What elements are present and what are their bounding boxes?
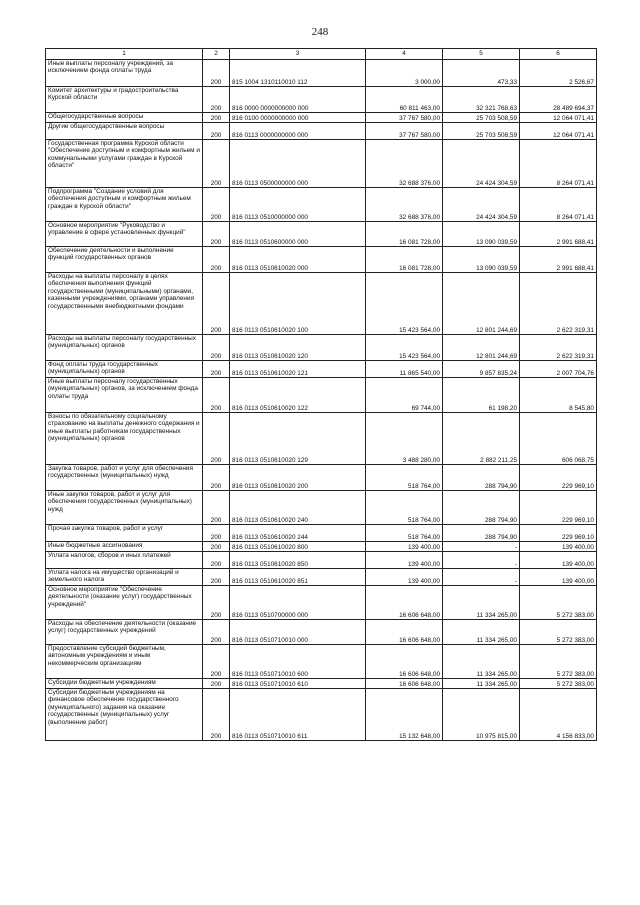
table-row: [46, 60, 597, 87]
column-header: 5: [443, 49, 520, 60]
row-executed-cell: 11 334 265,00: [443, 679, 520, 689]
row-unexecuted-cell: 2 622 319,31: [520, 335, 597, 361]
row-unexecuted-cell: 12 064 071,41: [520, 123, 597, 140]
row-budget-code-cell: 816 0113 0510000000 000: [230, 188, 366, 222]
row-approved-cell: 139 400,00: [366, 542, 443, 552]
row-executed-cell: -: [443, 569, 520, 586]
row-budget-code-cell: 816 0000 0000000000 000: [230, 87, 366, 113]
table-row: [46, 335, 597, 361]
row-approved-cell: 11 865 540,00: [366, 361, 443, 378]
table-row: [46, 123, 597, 140]
row-name-cell: Прочая закупка товаров, работ и услуг: [46, 525, 203, 542]
row-line-code-cell: 200: [203, 378, 230, 413]
row-line-code-cell: 200: [203, 569, 230, 586]
row-approved-cell: 69 744,00: [366, 378, 443, 413]
row-unexecuted-cell: 2 991 688,41: [520, 247, 597, 273]
table-row: [46, 645, 597, 679]
row-budget-code-cell: 816 0113 0510710010 000: [230, 620, 366, 645]
row-approved-cell: 16 081 728,00: [366, 247, 443, 273]
row-line-code-cell: 200: [203, 87, 230, 113]
table-row: [46, 378, 597, 413]
row-budget-code-cell: 816 0113 0510710010 611: [230, 689, 366, 741]
row-approved-cell: 16 606 648,00: [366, 586, 443, 620]
table-row: [46, 140, 597, 188]
row-name-cell: Государственная программа Курской области "Обеспечение доступным и комфортным жильем и коммунальными услугами граждан в Курской области": [46, 140, 203, 188]
row-approved-cell: 139 400,00: [366, 552, 443, 569]
column-header: 3: [230, 49, 366, 60]
row-executed-cell: 32 321 768,63: [443, 87, 520, 113]
row-line-code-cell: 200: [203, 361, 230, 378]
row-line-code-cell: 200: [203, 335, 230, 361]
row-unexecuted-cell: 5 272 383,00: [520, 679, 597, 689]
column-header: 6: [520, 49, 597, 60]
row-budget-code-cell: 816 0113 0510610020 120: [230, 335, 366, 361]
table-row: [46, 87, 597, 113]
row-budget-code-cell: 816 0113 0000000000 000: [230, 123, 366, 140]
row-line-code-cell: 200: [203, 542, 230, 552]
row-executed-cell: -: [443, 552, 520, 569]
row-line-code-cell: 200: [203, 586, 230, 620]
row-budget-code-cell: 816 0113 0510610020 850: [230, 552, 366, 569]
row-name-cell: Подпрограмма "Создание условий для обеспечения доступным и комфортным жильем граждан в Курской области": [46, 188, 203, 222]
row-name-cell: Закупка товаров, работ и услуг для обеспечения государственных (муниципальных) нужд: [46, 465, 203, 491]
row-approved-cell: 139 400,00: [366, 569, 443, 586]
row-executed-cell: -: [443, 542, 520, 552]
table-row: [46, 679, 597, 689]
row-executed-cell: 12 801 244,69: [443, 335, 520, 361]
row-name-cell: Расходы на выплаты персоналу государственных (муниципальных) органов: [46, 335, 203, 361]
row-unexecuted-cell: 4 156 833,00: [520, 689, 597, 741]
table-row: [46, 273, 597, 335]
row-executed-cell: 11 334 265,00: [443, 586, 520, 620]
row-unexecuted-cell: 5 272 383,00: [520, 586, 597, 620]
row-unexecuted-cell: 8 545,80: [520, 378, 597, 413]
row-unexecuted-cell: 12 064 071,41: [520, 113, 597, 123]
row-budget-code-cell: 816 0113 0500000000 000: [230, 140, 366, 188]
row-line-code-cell: 200: [203, 620, 230, 645]
row-name-cell: Субсидии бюджетным учреждениям на финансовое обеспечение государственного (муниципального) задания на оказание государственных (муниципальных) услуг (выполнение работ): [46, 689, 203, 741]
row-approved-cell: 518 764,00: [366, 465, 443, 491]
table-row: [46, 222, 597, 247]
row-unexecuted-cell: 229 969,10: [520, 525, 597, 542]
row-executed-cell: 10 975 815,00: [443, 689, 520, 741]
row-approved-cell: 3 000,00: [366, 60, 443, 87]
row-approved-cell: 37 767 580,00: [366, 113, 443, 123]
row-unexecuted-cell: 2 622 319,31: [520, 273, 597, 335]
row-executed-cell: 13 090 039,59: [443, 247, 520, 273]
row-budget-code-cell: 816 0113 0510610020 000: [230, 247, 366, 273]
row-executed-cell: 61 198,20: [443, 378, 520, 413]
table-header-row: [46, 49, 597, 60]
row-budget-code-cell: 816 0100 0000000000 000: [230, 113, 366, 123]
table-row: [46, 620, 597, 645]
row-name-cell: Основное мероприятие "Обеспечение деятельности (оказание услуг) государственных учреждений": [46, 586, 203, 620]
row-line-code-cell: 200: [203, 689, 230, 741]
row-unexecuted-cell: 2 007 704,76: [520, 361, 597, 378]
row-budget-code-cell: 816 0113 0510610020 200: [230, 465, 366, 491]
row-approved-cell: 518 764,00: [366, 525, 443, 542]
row-line-code-cell: 200: [203, 140, 230, 188]
budget-table: [45, 48, 597, 741]
row-name-cell: Основное мероприятие "Руководство и управление в сфере установленных функций": [46, 222, 203, 247]
row-unexecuted-cell: 606 068,75: [520, 413, 597, 465]
row-budget-code-cell: 816 0113 0510700000 000: [230, 586, 366, 620]
row-budget-code-cell: 816 0113 0510610020 800: [230, 542, 366, 552]
row-budget-code-cell: 816 0113 0510610020 121: [230, 361, 366, 378]
row-name-cell: Предоставление субсидий бюджетным, автономным учреждениям и иным некоммерческим организациям: [46, 645, 203, 679]
row-approved-cell: 518 764,00: [366, 491, 443, 525]
row-line-code-cell: 200: [203, 247, 230, 273]
row-unexecuted-cell: 2 991 688,41: [520, 222, 597, 247]
row-budget-code-cell: 816 0113 0510610020 129: [230, 413, 366, 465]
table-row: [46, 689, 597, 741]
row-unexecuted-cell: 5 272 383,00: [520, 645, 597, 679]
table-row: [46, 247, 597, 273]
row-executed-cell: 288 794,90: [443, 525, 520, 542]
row-unexecuted-cell: 8 264 071,41: [520, 140, 597, 188]
table-row: [46, 465, 597, 491]
row-executed-cell: 11 334 265,00: [443, 645, 520, 679]
row-name-cell: Фонд оплаты труда государственных (муниципальных) органов: [46, 361, 203, 378]
row-name-cell: Комитет архитектуры и градостроительства Курской области: [46, 87, 203, 113]
row-unexecuted-cell: 229 969,10: [520, 491, 597, 525]
table-row: [46, 188, 597, 222]
row-name-cell: Расходы на выплаты персоналу в целях обеспечения выполнения функций государственными (муниципальными) органами, казенными учреждениями, органами управления государственными внебюджетными фондами: [46, 273, 203, 335]
row-line-code-cell: 200: [203, 413, 230, 465]
row-line-code-cell: 200: [203, 645, 230, 679]
row-unexecuted-cell: 139 400,00: [520, 552, 597, 569]
row-executed-cell: 288 794,90: [443, 465, 520, 491]
row-budget-code-cell: 816 0113 0510610020 100: [230, 273, 366, 335]
row-unexecuted-cell: 229 969,10: [520, 465, 597, 491]
row-name-cell: Расходы на обеспечение деятельности (оказание услуг) государственных учреждений: [46, 620, 203, 645]
row-name-cell: Общегосударственные вопросы: [46, 113, 203, 123]
table-body: [46, 60, 597, 741]
table-row: [46, 413, 597, 465]
row-approved-cell: 16 606 648,00: [366, 645, 443, 679]
table-row: [46, 525, 597, 542]
row-approved-cell: 16 606 648,00: [366, 679, 443, 689]
row-unexecuted-cell: 28 489 694,37: [520, 87, 597, 113]
row-executed-cell: 25 703 508,59: [443, 113, 520, 123]
row-executed-cell: 24 424 304,59: [443, 188, 520, 222]
row-budget-code-cell: 815 1004 1310110010 112: [230, 60, 366, 87]
row-executed-cell: 25 703 508,59: [443, 123, 520, 140]
row-approved-cell: 37 767 580,00: [366, 123, 443, 140]
row-line-code-cell: 200: [203, 679, 230, 689]
table-row: [46, 361, 597, 378]
row-unexecuted-cell: 139 400,00: [520, 542, 597, 552]
row-budget-code-cell: 816 0113 0510710010 600: [230, 645, 366, 679]
row-approved-cell: 32 688 376,00: [366, 188, 443, 222]
row-unexecuted-cell: 139 400,00: [520, 569, 597, 586]
row-approved-cell: 60 811 463,00: [366, 87, 443, 113]
row-line-code-cell: 200: [203, 525, 230, 542]
row-name-cell: Субсидии бюджетным учреждениям: [46, 679, 203, 689]
row-line-code-cell: 200: [203, 60, 230, 87]
row-approved-cell: 16 606 648,00: [366, 620, 443, 645]
row-budget-code-cell: 816 0113 0510610020 244: [230, 525, 366, 542]
row-line-code-cell: 200: [203, 273, 230, 335]
row-approved-cell: 3 488 280,00: [366, 413, 443, 465]
column-header: 2: [203, 49, 230, 60]
row-approved-cell: 15 423 564,00: [366, 335, 443, 361]
row-name-cell: Уплата налога на имущество организаций и земельного налога: [46, 569, 203, 586]
row-executed-cell: 12 801 244,69: [443, 273, 520, 335]
table-row: [46, 552, 597, 569]
table-row: [46, 491, 597, 525]
row-name-cell: Иные выплаты персоналу государственных (муниципальных) органов, за исключением фонда оплаты труда: [46, 378, 203, 413]
row-budget-code-cell: 816 0113 0510610020 240: [230, 491, 366, 525]
row-line-code-cell: 200: [203, 465, 230, 491]
row-line-code-cell: 200: [203, 123, 230, 140]
row-executed-cell: 288 794,90: [443, 491, 520, 525]
row-name-cell: Иные бюджетные ассигнования: [46, 542, 203, 552]
row-executed-cell: 2 882 211,25: [443, 413, 520, 465]
row-budget-code-cell: 816 0113 0510610020 851: [230, 569, 366, 586]
table-row: [46, 113, 597, 123]
row-executed-cell: 473,33: [443, 60, 520, 87]
row-name-cell: Обеспечение деятельности и выполнение функций государственных органов: [46, 247, 203, 273]
table-row: [46, 586, 597, 620]
row-approved-cell: 32 688 376,00: [366, 140, 443, 188]
column-header: 1: [46, 49, 203, 60]
row-line-code-cell: 200: [203, 188, 230, 222]
column-header: 4: [366, 49, 443, 60]
row-line-code-cell: 200: [203, 222, 230, 247]
row-approved-cell: 16 081 728,00: [366, 222, 443, 247]
row-approved-cell: 15 423 564,00: [366, 273, 443, 335]
row-unexecuted-cell: 8 264 071,41: [520, 188, 597, 222]
row-name-cell: Иные выплаты персоналу учреждений, за исключением фонда оплаты труда: [46, 60, 203, 87]
row-executed-cell: 9 857 835,24: [443, 361, 520, 378]
row-name-cell: Другие общегосударственные вопросы: [46, 123, 203, 140]
row-line-code-cell: 200: [203, 552, 230, 569]
table-row: [46, 569, 597, 586]
row-budget-code-cell: 816 0113 0510610020 122: [230, 378, 366, 413]
row-line-code-cell: 200: [203, 113, 230, 123]
row-executed-cell: 24 424 304,59: [443, 140, 520, 188]
table-row: [46, 542, 597, 552]
page-number: 248: [311, 26, 329, 38]
row-name-cell: Уплата налогов, сборов и иных платежей: [46, 552, 203, 569]
row-budget-code-cell: 816 0113 0510710010 610: [230, 679, 366, 689]
row-name-cell: Иные закупки товаров, работ и услуг для обеспечения государственных (муниципальных) нужд: [46, 491, 203, 525]
row-unexecuted-cell: 5 272 383,00: [520, 620, 597, 645]
row-unexecuted-cell: 2 526,67: [520, 60, 597, 87]
row-executed-cell: 11 334 265,00: [443, 620, 520, 645]
row-name-cell: Взносы по обязательному социальному страхованию на выплаты денежного содержания и иные выплаты работникам государственных (муниципальных) органов: [46, 413, 203, 465]
row-budget-code-cell: 816 0113 0510600000 000: [230, 222, 366, 247]
row-executed-cell: 13 090 039,59: [443, 222, 520, 247]
row-line-code-cell: 200: [203, 491, 230, 525]
row-approved-cell: 15 132 648,00: [366, 689, 443, 741]
